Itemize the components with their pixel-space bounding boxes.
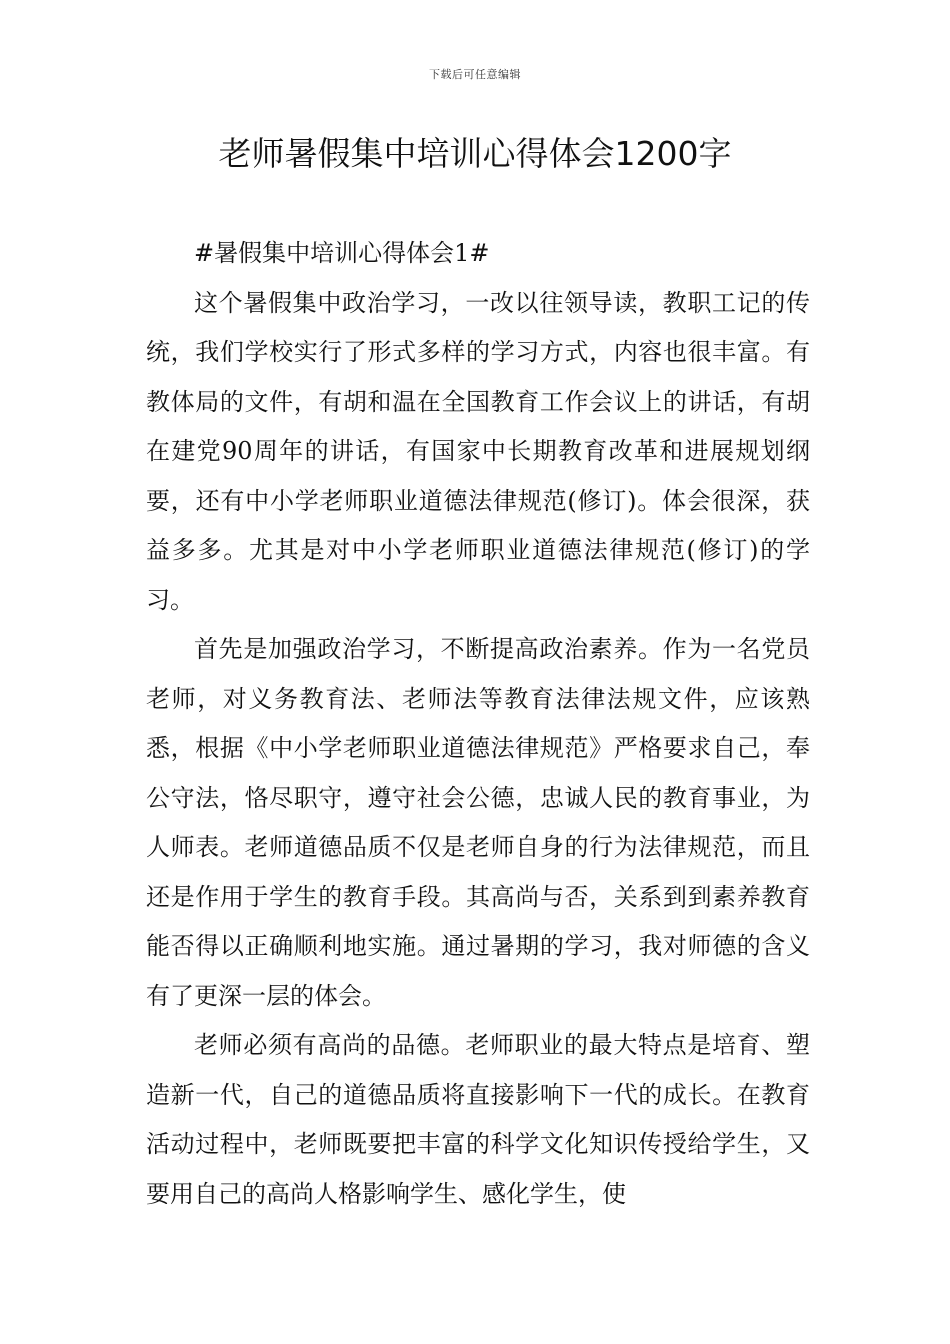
paragraph-3: 老师必须有高尚的品德。老师职业的最大特点是培育、塑造新一代，自己的道德品质将直接影响下一代的成长。在教育活动过程中，老师既要把丰富的科学文化知识传授给学生，又要用自己的高尚人格影响学生、感化学生，使 bbox=[146, 1031, 810, 1208]
paragraph-2: 首先是加强政治学习，不断提高政治素养。作为一名党员老师，对义务教育法、老师法等教育法律法规文件，应该熟悉，根据《中小学老师职业道德法律规范》严格要求自己，奉公守法，恪尽职守，遵守社会公德，忠诚人民的教育事业，为人师表。老师道德品质不仅是老师自身的行为法律规范，而且还是作用于学生的教育手段。其高尚与否，关系到到素养教育能否得以正确顺利地实施。通过暑期的学习，我对师德的含义有了更深一层的体会。 bbox=[146, 635, 810, 1010]
document-body bbox=[146, 229, 810, 1219]
document-title: 老师暑假集中培训心得体会1200字 bbox=[218, 134, 732, 173]
paragraph-1: 这个暑假集中政治学习，一改以往领导读，教职工记的传统，我们学校实行了形式多样的学习方式，内容也很丰富。有教体局的文件，有胡和温在全国教育工作会议上的讲话，有胡在建党90周年的讲话，有国家中长期教育改革和进展规划纲要，还有中小学老师职业道德法律规范(修订)。体会很深，获益多多。尤其是对中小学老师职业道德法律规范(修订)的学习。 bbox=[146, 288, 810, 614]
section-heading: #暑假集中培训心得体会1# bbox=[194, 239, 490, 267]
header-note: 下载后可任意编辑 bbox=[429, 68, 521, 81]
